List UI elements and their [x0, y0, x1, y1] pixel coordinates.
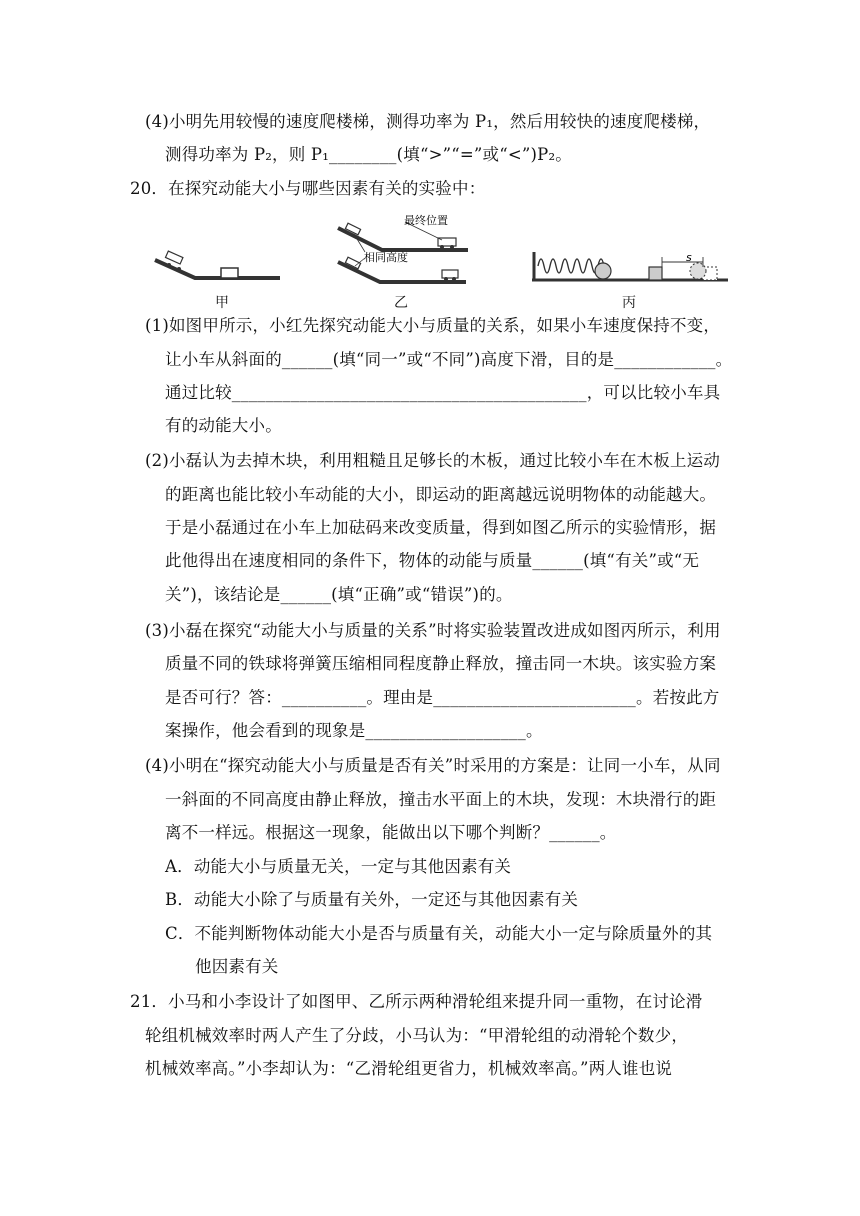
text-line: 案操作，他会看到的现象是___________________。	[165, 721, 543, 740]
label-same-height: 相同高度	[364, 251, 408, 264]
text-line: (3)小磊在探究“动能大小与质量的关系”时将实验装置改进成如图丙所示，利用	[145, 621, 721, 640]
figures-drawing	[150, 210, 730, 310]
text-line: 测得功率为 P₂，则 P₁________(填“>”“=”或“<”)P₂。	[165, 145, 573, 164]
option-c: C．不能判断物体动能大小是否与质量有关，动能大小一定与除质量外的其	[165, 924, 713, 943]
text-line: (4)小明在“探究动能大小与质量是否有关”时采用的方案是：让同一小车，从同	[145, 756, 721, 775]
option-a: A．动能大小与质量无关，一定与其他因素有关	[165, 857, 512, 876]
experiment-figures	[150, 210, 730, 310]
text-line: 质量不同的铁球将弹簧压缩相同程度静止释放，撞击同一木块。该实验方案	[165, 654, 717, 673]
question-20-title: 20．在探究动能大小与哪些因素有关的实验中：	[130, 179, 486, 198]
text-line: 让小车从斜面的______(填“同一”或“不同”)高度下滑，目的是____________。	[165, 350, 733, 369]
figure-bing-label: 丙	[622, 295, 636, 311]
text-line: 是否可行？答：__________。理由是________________________。若按此方	[165, 688, 720, 707]
text-line: (4)小明先用较慢的速度爬楼梯，测得功率为 P₁，然后用较快的速度爬楼梯，	[145, 112, 711, 131]
text-line: 通过比较__________________________________________，可以比较小车具	[165, 383, 721, 402]
text-line: 于是小磊通过在小车上加砝码来改变质量，得到如图乙所示的实验情形，据	[165, 518, 717, 537]
text-line: 关”)，该结论是______(填“正确”或“错误”)的。	[165, 585, 513, 604]
option-c-continued: 他因素有关	[195, 957, 279, 976]
figure-yi-label: 乙	[394, 295, 408, 311]
text-line: (2)小磊认为去掉木块，利用粗糙且足够长的木板，通过比较小车在木板上运动	[145, 451, 721, 470]
text-line: 的距离也能比较小车动能的大小，即运动的距离越远说明物体的动能越大。	[165, 485, 717, 504]
question-21-title: 21．小马和小李设计了如图甲、乙所示两种滑轮组来提升同一重物，在讨论滑	[130, 992, 703, 1011]
text-line: 离不一样远。根据这一现象，能做出以下哪个判断？______。	[165, 823, 617, 842]
text-line: 机械效率高。”小李却认为：“乙滑轮组更省力，机械效率高。”两人谁也说	[145, 1059, 673, 1078]
label-distance: s	[686, 251, 692, 264]
figure-yi	[338, 214, 468, 282]
text-line: 一斜面的不同高度由静止释放，撞击水平面上的木块，发现：木块滑行的距	[165, 790, 717, 809]
option-b: B．动能大小除了与质量有关外，一定还与其他因素有关	[165, 890, 579, 909]
figure-bing	[532, 251, 728, 280]
figure-jia-label: 甲	[215, 295, 229, 311]
text-line: 此他得出在速度相同的条件下，物体的动能与质量______(填“有关”或“无	[165, 551, 700, 570]
label-final-position: 最终位置	[404, 214, 448, 227]
text-line: 轮组机械效率时两人产生了分歧，小马认为：“甲滑轮组的动滑轮个数少，	[145, 1026, 689, 1045]
figure-jia	[155, 251, 280, 278]
text-line: 有的动能大小。	[165, 416, 282, 435]
text-line: (1)如图甲所示，小红先探究动能大小与质量的关系，如果小车速度保持不变，	[145, 316, 721, 335]
